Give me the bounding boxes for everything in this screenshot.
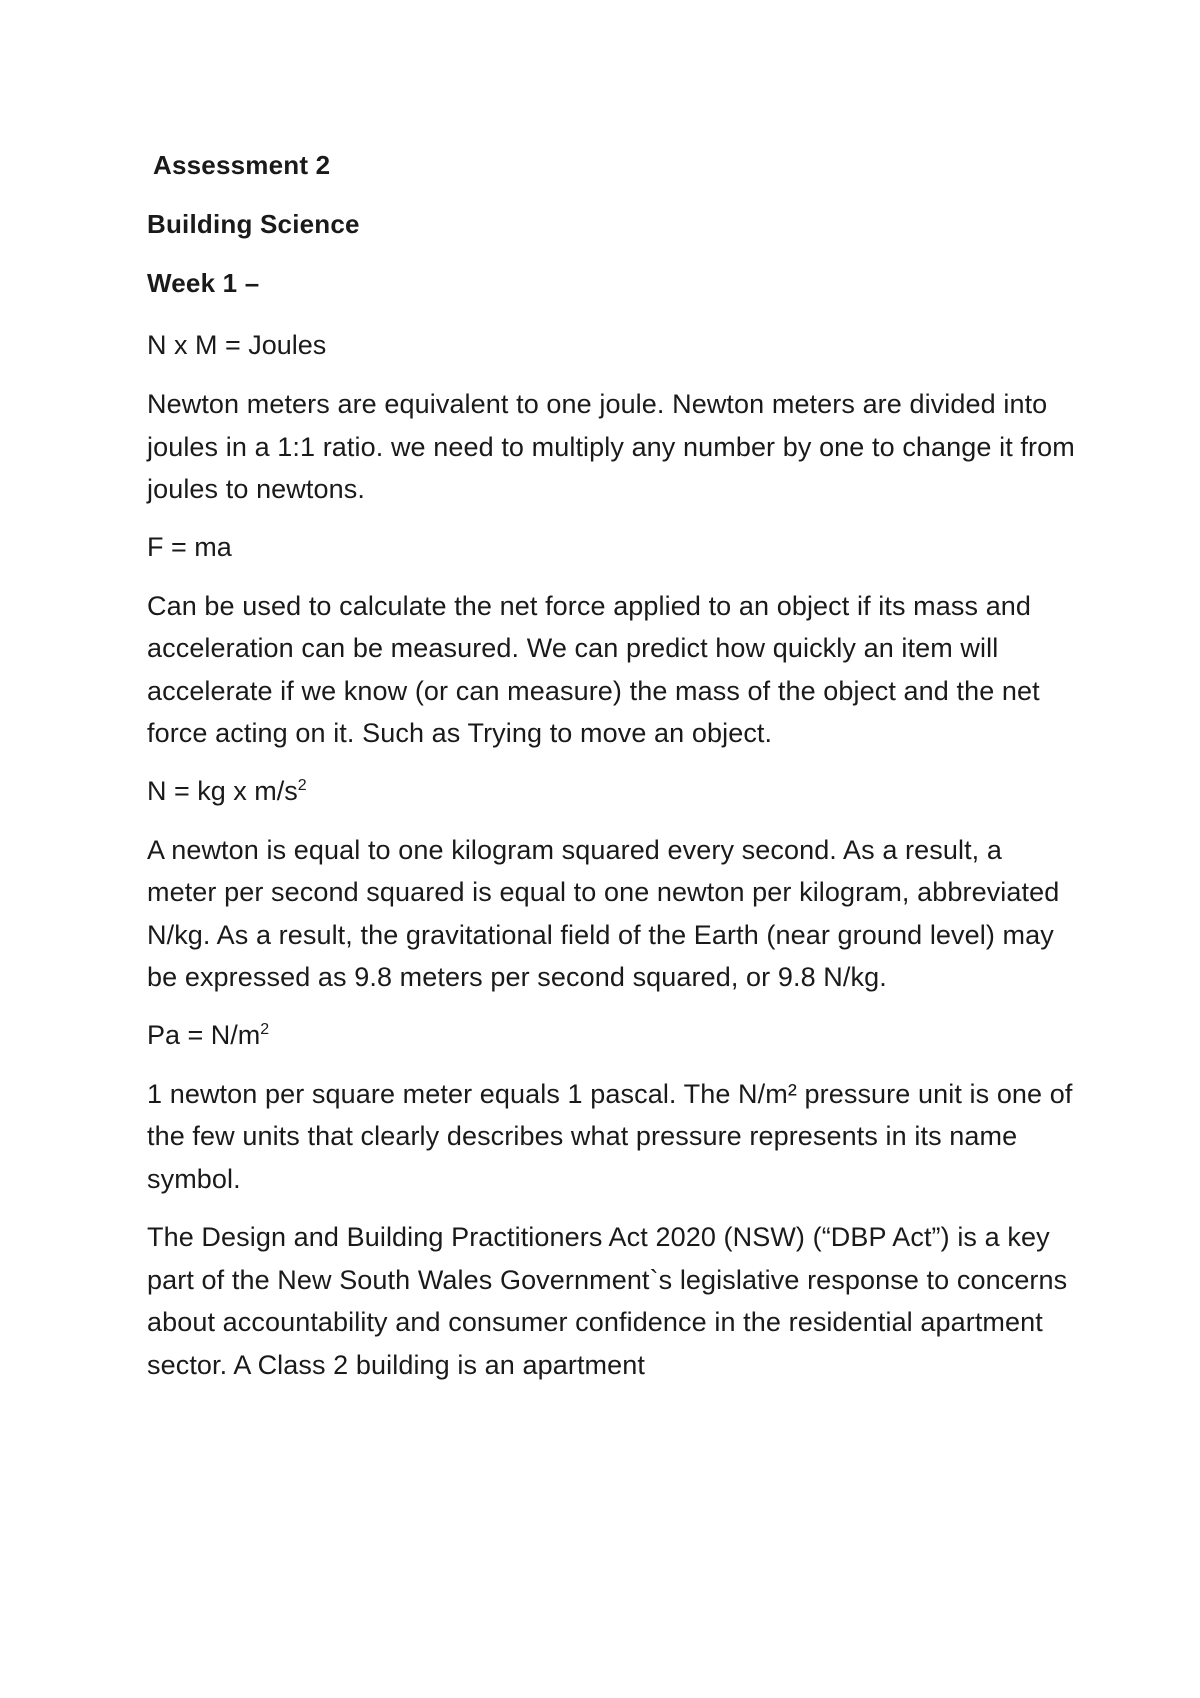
paragraph-net-force: Can be used to calculate the net force applied to an object if its mass and acceleration can be measured. We can predict how quickly an item will accelerate if we know (or can measure) the mass of the object and the net force acting on it. Such as Trying to move an object. [147, 590, 1040, 748]
assessment-heading: Assessment 2 [153, 150, 331, 180]
subject-heading: Building Science [147, 209, 360, 239]
formula-pascal-exponent: 2 [260, 1020, 270, 1038]
formula-newton-units [147, 771, 1077, 811]
document-body [147, 148, 1077, 1402]
formula-pascal [147, 1015, 1077, 1055]
paragraph-pascal: 1 newton per square meter equals 1 pascal. The N/m² pressure unit is one of the few units that clearly describes what pressure represents in its name symbol. [147, 1078, 1073, 1194]
formula-newton-exponent: 2 [297, 776, 307, 794]
paragraph-dbp-act: The Design and Building Practitioners Act 2020 (NSW) (“DBP Act”) is a key part of the New South Wales Government`s legislative response to concerns about accountability and consumer confidence in the residential apartment sector. A Class 2 building is an apartment [147, 1222, 1068, 1380]
formula-joules: N x M = Joules [147, 330, 327, 360]
paragraph-newton-definition: A newton is equal to one kilogram squared every second. As a result, a meter per second squared is equal to one newton per kilogram, abbreviated N/kg. As a result, the gravitational field of the Earth (near ground level) may be expressed as 9.8 meters per second squared, or 9.8 N/kg. [147, 834, 1060, 992]
formula-pascal-base: Pa = N/m [147, 1019, 261, 1050]
paragraph-newton-meters: Newton meters are equivalent to one joule. Newton meters are divided into joules in a 1:1 ratio. we need to multiply any number by one to change it from joules to newtons. [147, 389, 1075, 504]
week-heading: Week 1 – [147, 268, 260, 298]
formula-newton-base: N = kg x m/s [147, 775, 298, 806]
formula-force: F = ma [147, 531, 232, 562]
